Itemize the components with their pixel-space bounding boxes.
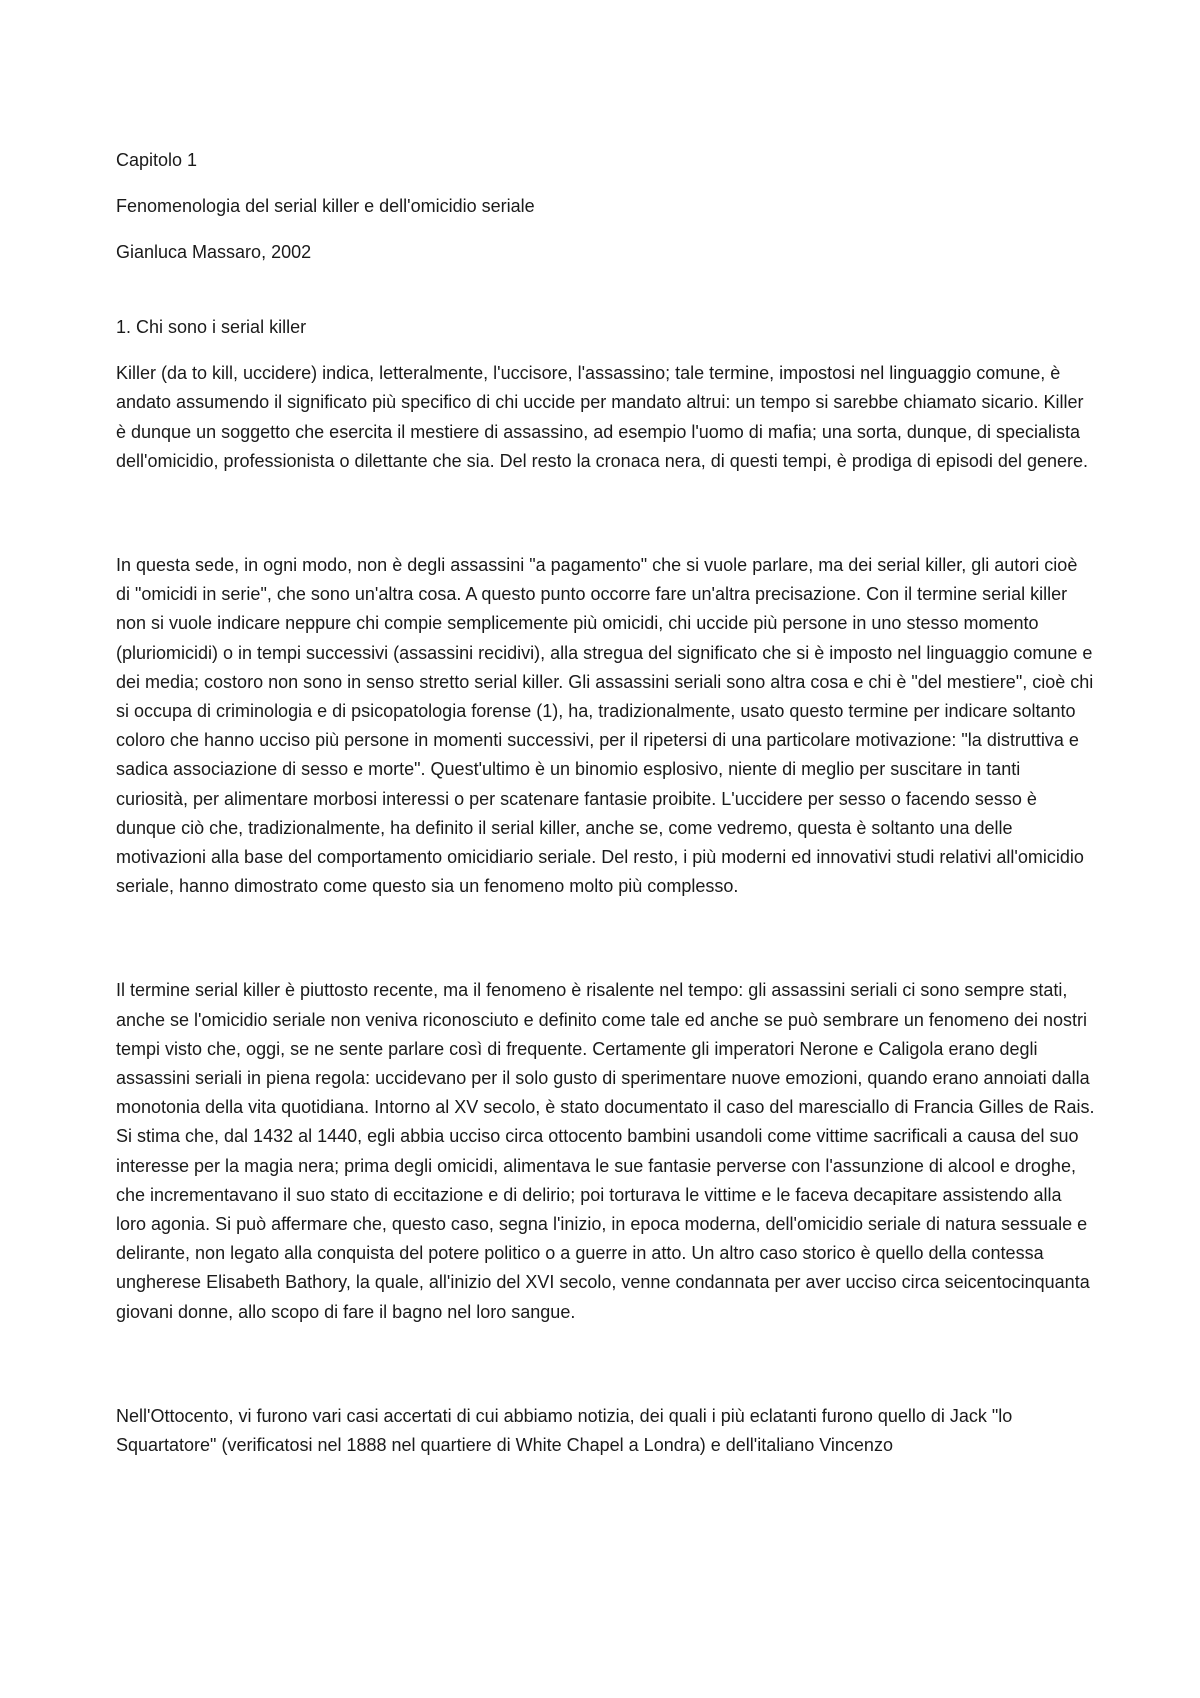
paragraph: Killer (da to kill, uccidere) indica, letteralmente, l'uccisore, l'assassino; tale termine, impostosi nel linguaggio comune, è andato assumendo il significato più specifico di chi uccide per mandato altrui: un tempo si sarebbe chiamato sicario. Killer è dunque un soggetto che esercita il mestiere di assassino, ad esempio l'uomo di mafia; una sorta, dunque, di specialista dell'omicidio, professionista o dilettante che sia. Del resto la cronaca nera, di questi tempi, è prodiga di episodi del genere. <box>116 363 1088 471</box>
document-title: Fenomenologia del serial killer e dell'omicidio seriale <box>116 196 535 216</box>
document-body <box>116 146 1096 1460</box>
author-line: Gianluca Massaro, 2002 <box>116 242 312 262</box>
paragraph: Nell'Ottocento, vi furono vari casi accertati di cui abbiamo notizia, dei quali i più eclatanti furono quello di Jack "lo Squartatore" (verificatosi nel 1888 nel quartiere di White Chapel a Londra) e dell'italiano Vincenzo <box>116 1405 1013 1456</box>
chapter-heading: Capitolo 1 <box>116 150 198 170</box>
paragraph: In questa sede, in ogni modo, non è degli assassini "a pagamento" che si vuole parlare, ma dei serial killer, gli autori cioè di "omicidi in serie", che sono un'altra cosa. A questo punto occorre fare un'altra precisazione. Con il termine serial killer non si vuole indicare neppure chi compie semplicemente più omicidi, chi uccide più persone in uno stesso momento (pluriomicidi) o in tempi successivi (assassini recidivi), alla stregua del significato che si è imposto nel linguaggio comune e dei media; costoro non sono in senso stretto serial killer. Gli assassini seriali sono altra cosa e chi è "del mestiere", cioè chi si occupa di criminologia e di psicopatologia forense (1), ha, tradizionalmente, usato questo termine per indicare soltanto coloro che hanno ucciso più persone in momenti successivi, per il ripetersi di una particolare motivazione: "la distruttiva e sadica associazione di sesso e morte". Quest'ultimo è un binomio esplosivo, niente di meglio per suscitare in tanti curiosità, per alimentare morbosi interessi o per scatenare fantasie proibite. L'uccidere per sesso o facendo sesso è dunque ciò che, tradizionalmente, ha definito il serial killer, anche se, come vedremo, questa è soltanto una delle motivazioni alla base del comportamento omicidiario seriale. Del resto, i più moderni ed innovativi studi relativi all'omicidio seriale, hanno dimostrato come questo sia un fenomeno molto più complesso. <box>116 555 1094 897</box>
section-title: 1. Chi sono i serial killer <box>116 317 307 338</box>
paragraph: Il termine serial killer è piuttosto recente, ma il fenomeno è risalente nel tempo: gli assassini seriali ci sono sempre stati, anche se l'omicidio seriale non veniva riconosciuto e definito come tale ed anche se può sembrare un fenomeno dei nostri tempi visto che, oggi, se ne sente parlare così di frequente. Certamente gli imperatori Nerone e Caligola erano degli assassini seriali in piena regola: uccidevano per il solo gusto di sperimentare nuove emozioni, quando erano annoiati dalla monotonia della vita quotidiana. Intorno al XV secolo, è stato documentato il caso del maresciallo di Francia Gilles de Rais. Si stima che, dal 1432 al 1440, egli abbia ucciso circa ottocento bambini usandoli come vittime sacrificali a causa del suo interesse per la magia nera; prima degli omicidi, alimentava le sue fantasie perverse con l'assunzione di alcool e droghe, che incrementavano il suo stato di eccitazione e di delirio; poi torturava le vittime e le faceva decapitare assistendo alla loro agonia. Si può affermare che, questo caso, segna l'inizio, in epoca moderna, dell'omicidio seriale di natura sessuale e delirante, non legato alla conquista del potere politico o a guerre in atto. Un altro caso storico è quello della contessa ungherese Elisabeth Bathory, la quale, all'inizio del XVI secolo, venne condannata per aver ucciso circa seicentocinquanta giovani donne, allo scopo di fare il bagno nel loro sangue. <box>116 980 1095 1322</box>
